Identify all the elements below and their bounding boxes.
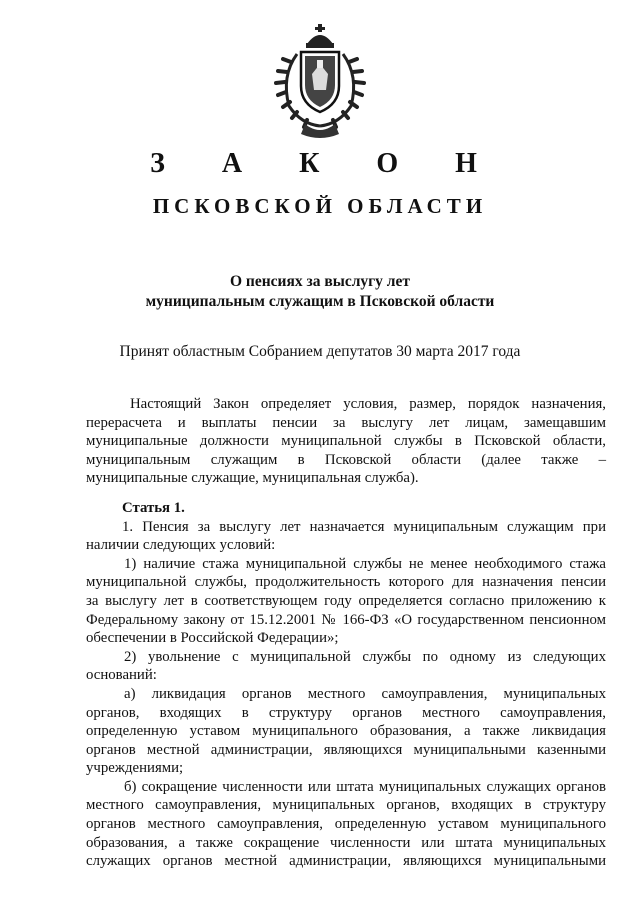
text-line: органов, входящих в структуру органов местного самоуправления, <box>86 704 606 721</box>
text-line: Федеральному закону от 15.12.2001 № 166-ФЗ «О государственном пенсионном <box>86 611 606 628</box>
text-line: органов местного самоуправления, определенную уставом муниципального <box>86 816 606 833</box>
text-line: оснований: <box>86 667 157 684</box>
text-line: перерасчета и выплаты пенсии за выслугу лет лицам, замещавшим <box>86 414 606 431</box>
text-line: Настоящий Закон определяет условия, размер, порядок назначения, <box>130 396 606 412</box>
text-line: за выслугу лет в соответствующем году определяется согласно приложению к <box>86 592 606 609</box>
text-line: 1) наличие стажа муниципальной службы не менее необходимого стажа <box>124 555 606 572</box>
text-line: учреждениями; <box>86 760 184 777</box>
text-line: б) сокращение численности или штата муниципальных служащих органов <box>124 778 606 795</box>
text-line: обеспечении в Российской Федерации»; <box>86 630 339 647</box>
text-line: образования, а также сокращение численности или штата муниципальных <box>86 834 606 851</box>
text-line: местного самоуправления, муниципальных органов, входящих в структуру <box>86 797 606 814</box>
heading-line: муниципальным служащим в Псковской области <box>145 293 495 310</box>
text-line: муниципальные служащие, муниципальная служба). <box>86 470 419 487</box>
text-line: служащих органов местной администрации, являющихся муниципальными <box>86 853 606 870</box>
text-line: 1. Пенсия за выслугу лет назначается муниципальным служащим при <box>122 518 606 535</box>
text-line: определенную уставом муниципального образования, а также ликвидация <box>86 723 606 740</box>
text-line: органов местной администрации, являющихся муниципальными казенными <box>86 741 606 758</box>
adoption-date: Принят областным Собранием депутатов 30 марта 2017 года <box>119 343 521 360</box>
document-heading <box>0 272 640 312</box>
heading-line: О пенсиях за выслугу лет <box>230 273 410 290</box>
text-line: а) ликвидация органов местного самоуправления, муниципальных <box>124 685 606 702</box>
text-line: муниципальные должности муниципальной службы в Псковской области, <box>86 433 606 450</box>
text-line: наличии следующих условий: <box>86 537 276 554</box>
law-title: З А К О Н <box>150 148 502 179</box>
text-line: муниципальной службы, продолжительность которого для назначения пенсии <box>86 574 606 591</box>
text-line: 2) увольнение с муниципальной службы по одному из следующих <box>124 648 606 665</box>
law-region: ПСКОВСКОЙ ОБЛАСТИ <box>152 194 488 218</box>
document-body <box>86 395 606 871</box>
text-line: муниципальным служащим в Псковской области (далее также – <box>86 451 606 468</box>
article-title: Статья 1. <box>122 499 185 516</box>
coat-of-arms-icon <box>267 24 373 138</box>
